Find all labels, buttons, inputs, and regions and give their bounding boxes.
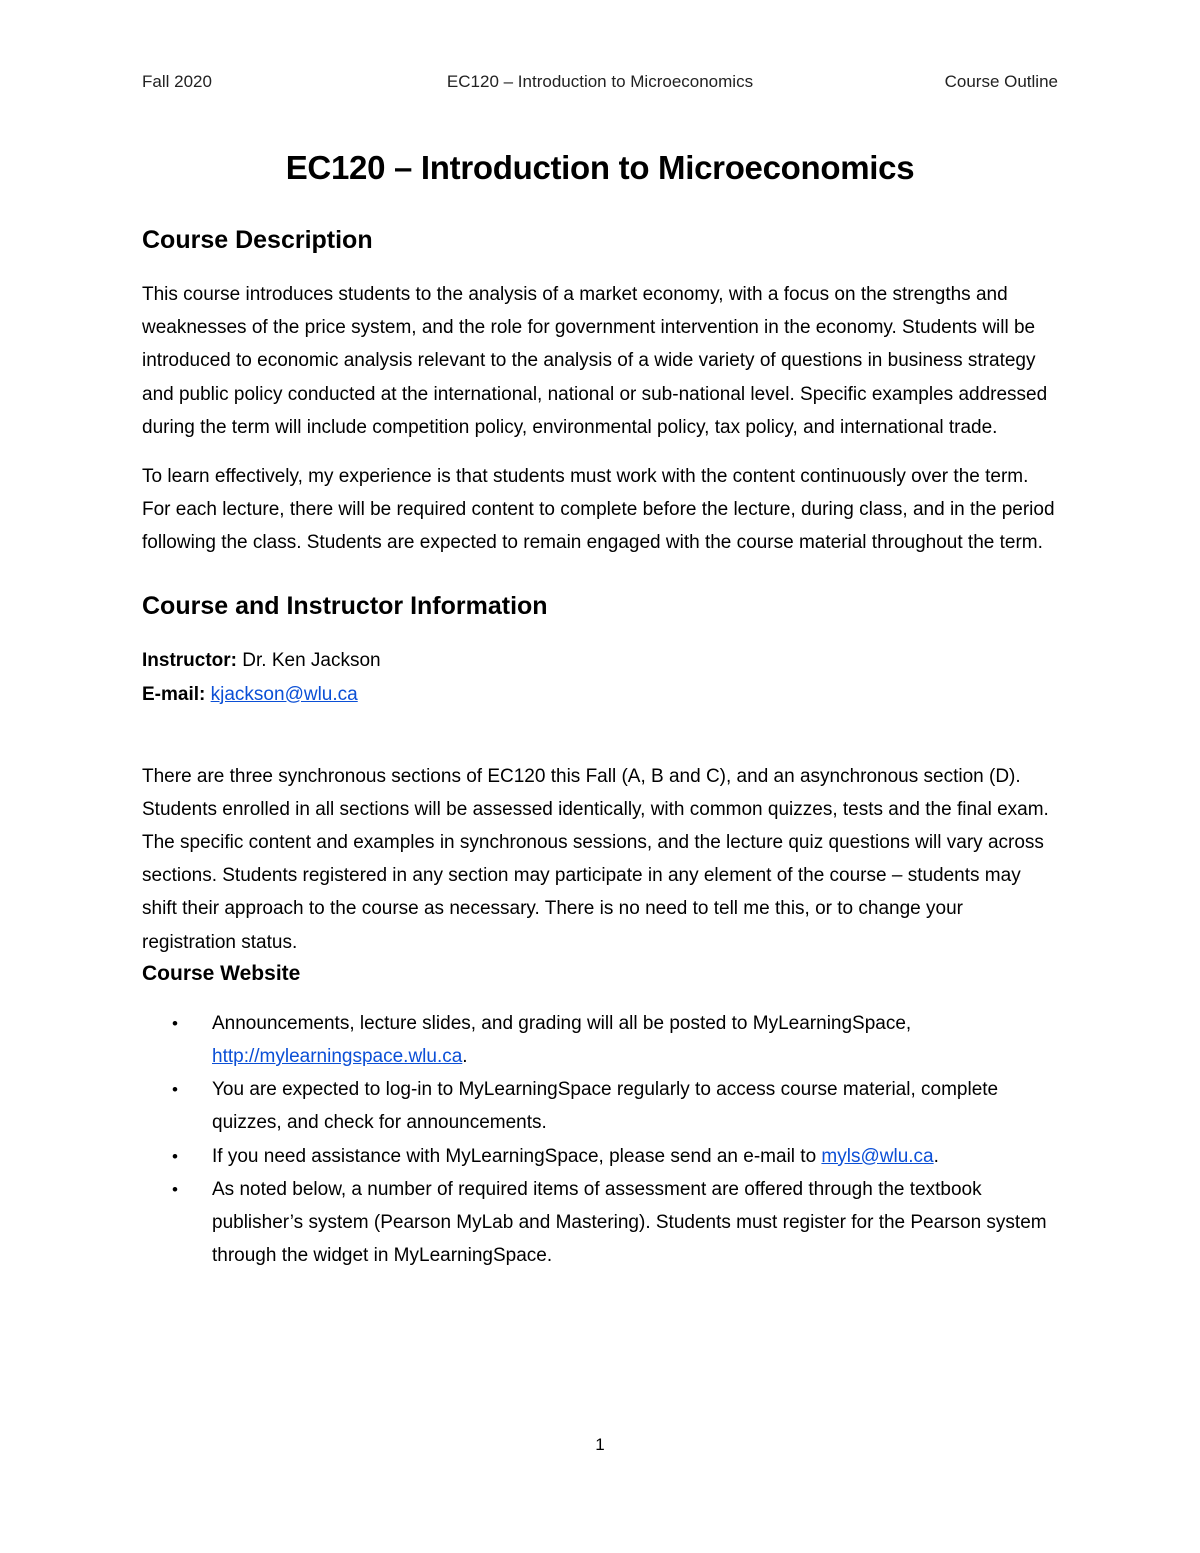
bullet-icon: •	[172, 1146, 178, 1166]
course-description-paragraph-1: This course introduces students to the analysis of a market economy, with a focus on the strengths and weaknesses of the price system, and the role for government intervention in the economy. Students will be introduced to economic analysis relevant to the analysis of a wide variety of questions in business strategy and public policy conducted at the international, national or sub-national level. Specific examples addressed during the term will include competition policy, environmental policy, tax policy, and international trade.	[142, 284, 1048, 438]
list-item-text: If you need assistance with MyLearningSpace, please send an e-mail to	[212, 1145, 817, 1167]
header-course-title: EC120 – Introduction to Microeconomics	[446, 72, 754, 91]
list-item	[142, 1073, 1058, 1139]
course-website-heading: Course Website	[142, 961, 301, 985]
page-number: 1	[595, 1435, 605, 1454]
bullet-icon: •	[172, 1179, 178, 1199]
instructor-name: Dr. Ken Jackson	[242, 649, 381, 671]
sections-paragraph: There are three synchronous sections of EC120 this Fall (A, B and C), and an asynchronous section (D). Students enrolled in all sections will be assessed identically, with common quizzes, tests and the final exam. The specific content and examples in synchronous sessions, and the lecture quiz questions will vary across sections. Students registered in any section may participate in any element of the course – students may shift their approach to the course as necessary. There is no need to tell me this, or to change your registration status.	[142, 765, 1049, 953]
list-item-end: .	[462, 1046, 468, 1068]
list-item	[142, 1173, 1058, 1273]
document-body	[142, 144, 1058, 1272]
mylearningspace-link[interactable]: http://mylearningspace.wlu.ca	[212, 1046, 463, 1068]
list-item-text: Announcements, lecture slides, and grading will all be posted to MyLearningSpace,	[212, 1012, 912, 1034]
instructor-label: Instructor:	[142, 649, 237, 671]
instructor-line	[142, 644, 1058, 678]
list-item	[142, 1007, 1058, 1073]
header-term: Fall 2020	[142, 72, 212, 91]
document-title: EC120 – Introduction to Microeconomics	[285, 149, 915, 186]
email-line	[142, 678, 1058, 712]
list-item-text: You are expected to log-in to MyLearningSpace regularly to access course material, complete quizzes, and check for announcements.	[212, 1079, 999, 1134]
bullet-icon: •	[172, 1013, 178, 1033]
course-description-heading: Course Description	[142, 226, 373, 254]
list-item-text: As noted below, a number of required items of assessment are offered through the textbook publisher’s system (Pearson MyLab and Mastering). Students must register for the Pearson system through the widget in MyLearningSpace.	[212, 1178, 1047, 1267]
instructor-contact	[142, 644, 1058, 712]
myls-email-link[interactable]: myls@wlu.ca	[821, 1145, 934, 1167]
list-item	[142, 1140, 1058, 1173]
bullet-icon: •	[172, 1080, 178, 1100]
page-header	[142, 72, 1058, 98]
email-label: E-mail:	[142, 683, 206, 705]
course-website-list	[142, 1007, 1058, 1273]
header-doc-type: Course Outline	[944, 72, 1058, 91]
instructor-info-heading: Course and Instructor Information	[142, 591, 548, 620]
list-item-end: .	[933, 1145, 939, 1167]
instructor-email-link[interactable]: kjackson@wlu.ca	[210, 683, 358, 705]
course-description-paragraph-2: To learn effectively, my experience is that students must work with the content continuously over the term. For each lecture, there will be required content to complete before the lecture, during class, and in the period following the class. Students are expected to remain engaged with the course material throughout the term.	[142, 466, 1055, 554]
